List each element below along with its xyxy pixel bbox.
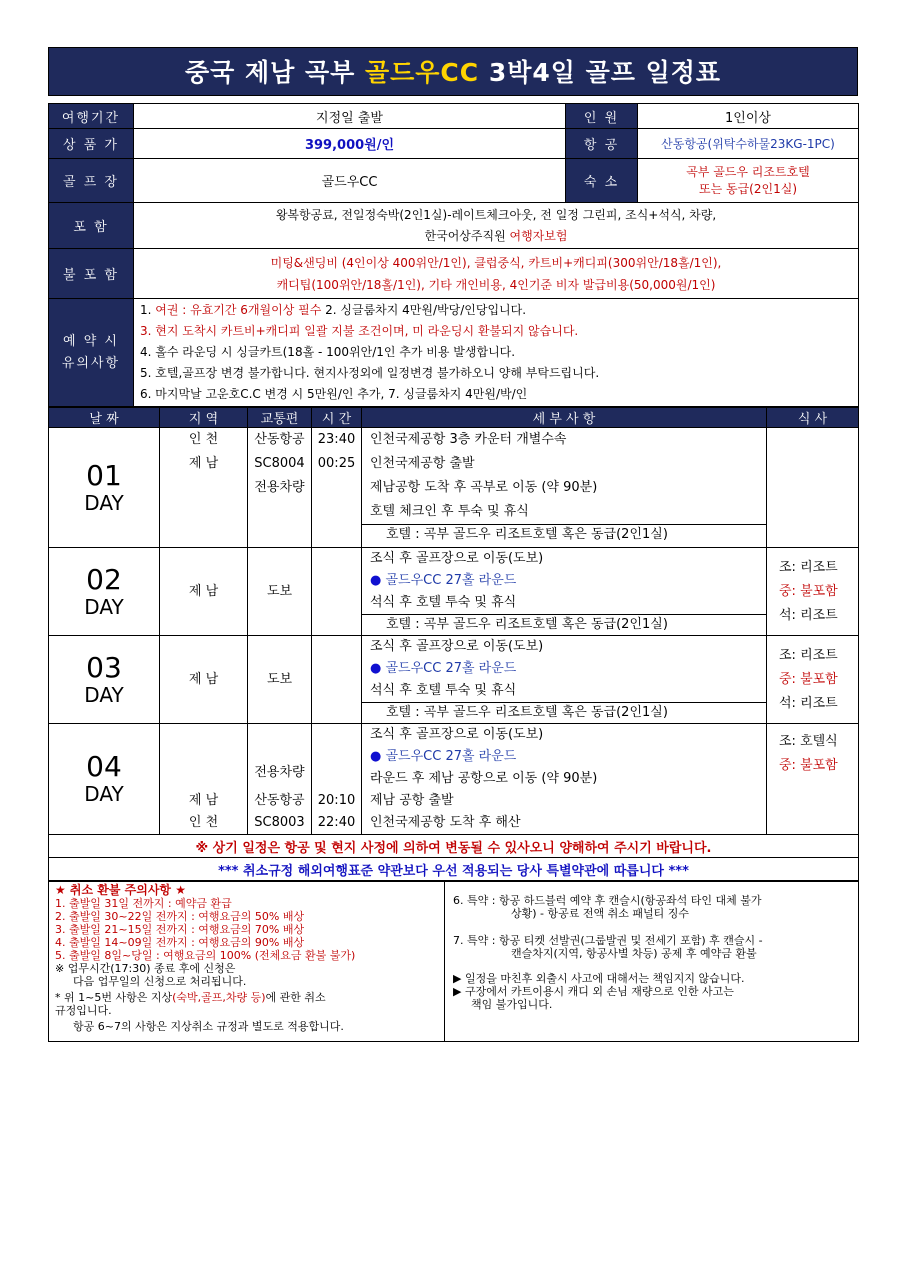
itinerary-document bbox=[48, 47, 858, 1042]
golf-value: 골드우CC bbox=[134, 159, 566, 203]
detail-line: 호텔 체크인 후 투숙 및 휴식 bbox=[370, 504, 529, 519]
region-cell bbox=[160, 428, 248, 548]
day-number: 03 bbox=[86, 650, 122, 684]
time-cell bbox=[312, 724, 362, 835]
price-value: 399,000원/인 bbox=[134, 129, 566, 159]
air-label: 항 공 bbox=[566, 129, 638, 159]
detail-text: 골드우CC 27홀 라운드 bbox=[385, 573, 517, 588]
special-rule-6-line2: 상황) - 항공료 전액 취소 패널티 징수 bbox=[511, 907, 690, 920]
detail-line: 조식 후 골프장으로 이동(도보) bbox=[370, 639, 544, 654]
time-cell bbox=[312, 428, 362, 548]
period-label: 여행기간 bbox=[49, 104, 134, 129]
exclude-line2: 캐디팁(100위안/18홀/1인), 기타 개인비용, 4인기준 비자 발급비용(50,000원/1인) bbox=[276, 277, 716, 292]
time-line: 00:25 bbox=[317, 456, 356, 471]
detail-line-round bbox=[362, 570, 766, 592]
people-label: 인 원 bbox=[566, 104, 638, 129]
special-rule-6-line1: 6. 특약 : 항공 하드블럭 예약 후 캔슬시(항공좌석 타인 대체 불가 bbox=[453, 894, 762, 907]
detail-text: 골드우CC 27홀 라운드 bbox=[385, 749, 517, 764]
meal-dinner: 석: 리조트 bbox=[779, 607, 838, 623]
details-cell bbox=[362, 636, 767, 724]
detail-line: 인천국제공항 도착 후 해산 bbox=[370, 815, 521, 830]
title-prefix: 중국 제남 곡부 bbox=[184, 58, 365, 87]
note-5: 5. 호텔,골프장 변경 불가합니다. 현지사정외에 일정변경 불가하오니 양해 부탁드립니다. bbox=[140, 366, 600, 380]
day-label-4 bbox=[49, 724, 160, 835]
special-rule-7-line2: 캔슬차지(지역, 항공사별 차등) 공제 후 예약금 환불 bbox=[511, 947, 757, 960]
business-hours-line1: ※ 업무시간(17:30) 종료 후에 신청은 bbox=[55, 962, 236, 975]
cancel-rule: 4. 출발일 14~09일 전까지 : 여행요금의 90% 배상 bbox=[55, 936, 305, 949]
period-value: 지정일 출발 bbox=[134, 104, 566, 129]
day-text: DAY bbox=[84, 682, 124, 707]
day-label-2 bbox=[49, 548, 160, 636]
notes-label bbox=[49, 299, 134, 407]
bullet-dot-icon: ● bbox=[370, 749, 382, 764]
header-transport: 교통편 bbox=[248, 408, 312, 428]
transport-line: SC8004 bbox=[254, 456, 305, 471]
include-line2-text: 한국어상주직원 bbox=[424, 228, 510, 243]
detail-line: 인천국제공항 3층 카운터 개별수속 bbox=[370, 432, 567, 447]
include-label: 포 함 bbox=[49, 203, 134, 249]
day-row-3 bbox=[49, 636, 859, 724]
hotel-value-line1: 곡부 골드우 리조트호텔 bbox=[686, 164, 810, 179]
time-line: 23:40 bbox=[317, 432, 356, 447]
detail-line: 제남 공항 출발 bbox=[370, 793, 454, 808]
header-region: 지 역 bbox=[160, 408, 248, 428]
detail-line: 인천국제공항 출발 bbox=[370, 456, 475, 471]
scope-text-end: 에 관한 취소 bbox=[265, 991, 326, 1004]
scope-items: (숙박,골프,차량 등) bbox=[172, 991, 266, 1004]
include-line2 bbox=[134, 226, 858, 247]
notes-list bbox=[134, 299, 859, 407]
cancel-scope-line2: 규정입니다. bbox=[55, 1004, 112, 1017]
include-value bbox=[134, 203, 859, 249]
page-title bbox=[48, 47, 858, 96]
special-rule-7-line1: 7. 특약 : 항공 티켓 선발권(그룹발권 및 전세기 포함) 후 캔슬시 - bbox=[453, 934, 763, 947]
details-cell bbox=[362, 548, 767, 636]
header-time: 시 간 bbox=[312, 408, 362, 428]
meals-cell bbox=[767, 548, 859, 636]
hotel-line: 호텔 : 곡부 골드우 리조트호텔 혹은 동급(2인1실) bbox=[362, 702, 766, 723]
note-4: 4. 홀수 라운딩 시 싱글카트(18홀 - 100위안/1인 추가 비용 발생합니다. bbox=[140, 345, 516, 359]
meals-cell bbox=[767, 636, 859, 724]
meals-cell bbox=[767, 724, 859, 835]
transport-line: 산동항공 bbox=[254, 432, 305, 447]
note-3: 3. 현지 도착시 카트비+캐디피 일괄 지불 조건이며, 미 라운딩시 환불되지 않습니다. bbox=[140, 324, 579, 338]
air-rule-note: 항공 6~7의 사항은 지상취소 규정과 별도로 적용합니다. bbox=[73, 1020, 344, 1033]
region-cell: 제 남 bbox=[160, 548, 248, 636]
day-number: 01 bbox=[86, 458, 122, 492]
details-cell bbox=[362, 428, 767, 548]
note-1 bbox=[134, 300, 858, 321]
include-line1: 왕복항공료, 전일정숙박(2인1실)-레이트체크아웃, 전 일정 그린피, 조식+석식, 차량, bbox=[275, 207, 717, 222]
cancel-policy-notice: *** 취소규정 해외여행표준 약관보다 우선 적용되는 당사 특별약관에 따릅니다 *** bbox=[49, 858, 859, 881]
cancel-title: ★ 취소 환불 주의사항 ★ bbox=[55, 883, 186, 897]
cancel-scope-line1 bbox=[55, 991, 442, 1004]
title-highlight: 골드우CC bbox=[364, 58, 480, 87]
meal-dinner: 석: 리조트 bbox=[779, 695, 838, 711]
exclude-label: 불 포 함 bbox=[49, 249, 134, 299]
note-2: 2. 싱글룸차지 4만원/박당/인당입니다. bbox=[321, 303, 527, 317]
header-meals: 식 사 bbox=[767, 408, 859, 428]
business-hours-line2: 다음 업무일의 신청으로 처리됩니다. bbox=[73, 975, 247, 988]
transport-cell bbox=[248, 428, 312, 548]
day-number: 04 bbox=[86, 750, 122, 783]
day-row-1 bbox=[49, 428, 859, 548]
time-line: 20:10 bbox=[317, 793, 356, 808]
region-line: 인 천 bbox=[188, 432, 219, 447]
region-cell: 제 남 bbox=[160, 636, 248, 724]
meals-cell bbox=[767, 428, 859, 548]
transport-cell: 도보 bbox=[248, 548, 312, 636]
meal-lunch: 중: 불포함 bbox=[779, 758, 838, 773]
schedule-table bbox=[48, 407, 859, 881]
day-text: DAY bbox=[84, 782, 124, 806]
day-row-4 bbox=[49, 724, 859, 835]
cancel-rule: 5. 출발일 8일~당일 : 여행요금의 100% (전체요금 환불 불가) bbox=[55, 949, 356, 962]
transport-line: SC8003 bbox=[254, 815, 305, 830]
air-value: 산동항공(위탁수하물23KG-1PC) bbox=[638, 129, 859, 159]
day-text: DAY bbox=[84, 594, 124, 619]
header-date: 날 짜 bbox=[49, 408, 160, 428]
detail-line: 제남공항 도착 후 곡부로 이동 (약 90분) bbox=[370, 480, 598, 495]
detail-line: 조식 후 골프장으로 이동(도보) bbox=[370, 727, 544, 742]
golf-label: 골 프 장 bbox=[49, 159, 134, 203]
meal-lunch: 중: 불포함 bbox=[779, 671, 838, 687]
detail-line-round bbox=[362, 746, 766, 768]
hotel-value bbox=[638, 159, 859, 203]
day-label-3 bbox=[49, 636, 160, 724]
cancel-rule: 1. 출발일 31일 전까지 : 예약금 환급 bbox=[55, 897, 232, 910]
region-line: 제 남 bbox=[188, 793, 219, 808]
region-line: 인 천 bbox=[188, 815, 219, 830]
safety-note-3: 책임 불가입니다. bbox=[471, 998, 553, 1011]
hotel-line: 호텔 : 곡부 골드우 리조트호텔 혹은 동급(2인1실) bbox=[362, 524, 766, 545]
cancel-rule: 3. 출발일 21~15일 전까지 : 여행요금의 70% 배상 bbox=[55, 923, 305, 936]
note-6: 6. 마지막날 고운호C.C 변경 시 5만원/인 추가, 7. 싱글룸차지 4만원/박/인 bbox=[140, 387, 528, 401]
cancel-left bbox=[49, 882, 445, 1042]
cancel-table bbox=[48, 881, 859, 1042]
cancel-right bbox=[445, 882, 859, 1042]
bullet-dot-icon: ● bbox=[370, 573, 382, 588]
details-cell bbox=[362, 724, 767, 835]
time-cell bbox=[312, 548, 362, 636]
meal-breakfast: 조: 리조트 bbox=[779, 647, 838, 663]
note-1-passport: 여권 : 유효기간 6개월이상 필수 bbox=[155, 303, 322, 317]
meal-breakfast: 조: 호텔식 bbox=[779, 734, 838, 749]
include-insurance: 여행자보험 bbox=[509, 228, 568, 243]
transport-line: 전용차량 bbox=[254, 480, 305, 495]
people-value: 1인이상 bbox=[638, 104, 859, 129]
safety-note-1: ▶ 일정을 마친후 외출시 사고에 대해서는 책임지지 않습니다. bbox=[453, 972, 745, 985]
exclude-value bbox=[134, 249, 859, 299]
time-line: 22:40 bbox=[317, 815, 356, 830]
detail-line: 조식 후 골프장으로 이동(도보) bbox=[370, 551, 544, 566]
region-line: 제 남 bbox=[188, 456, 219, 471]
hotel-value-line2: 또는 동급(2인1실) bbox=[699, 181, 797, 196]
region-cell bbox=[160, 724, 248, 835]
cancel-rule: 2. 출발일 30~22일 전까지 : 여행요금의 50% 배상 bbox=[55, 910, 305, 923]
notes-label-line2: 유의사항 bbox=[61, 355, 121, 371]
detail-line: 석식 후 호텔 투숙 및 휴식 bbox=[370, 683, 517, 698]
detail-line: 라운드 후 제남 공항으로 이동 (약 90분) bbox=[370, 771, 598, 786]
time-cell bbox=[312, 636, 362, 724]
exclude-line1: 미팅&샌딩비 (4인이상 400위안/1인), 클럽중식, 카트비+캐디피(300위안/18홀/1인), bbox=[270, 255, 722, 270]
notes-label-line1: 예 약 시 bbox=[63, 333, 119, 349]
safety-note-2: ▶ 구장에서 카트이용시 캐디 외 손님 재량으로 인한 사고는 bbox=[453, 985, 734, 998]
transport-line: 전용차량 bbox=[254, 765, 305, 780]
meal-lunch: 중: 불포함 bbox=[779, 583, 838, 599]
day-number: 02 bbox=[86, 562, 122, 596]
day-text: DAY bbox=[84, 490, 124, 515]
day-label-1 bbox=[49, 428, 160, 548]
bullet-dot-icon: ● bbox=[370, 661, 382, 676]
header-details: 세 부 사 항 bbox=[362, 408, 767, 428]
scope-text: * 위 1~5번 사항은 지상 bbox=[55, 991, 173, 1004]
day-row-2 bbox=[49, 548, 859, 636]
title-suffix: 3박4일 골프 일정표 bbox=[479, 58, 722, 87]
hotel-label: 숙 소 bbox=[566, 159, 638, 203]
transport-cell bbox=[248, 724, 312, 835]
detail-line-round bbox=[362, 658, 766, 680]
meal-breakfast: 조: 리조트 bbox=[779, 559, 838, 575]
transport-line: 산동항공 bbox=[254, 793, 305, 808]
note-1-num: 1. bbox=[140, 303, 156, 317]
info-table bbox=[48, 103, 859, 407]
price-label: 상 품 가 bbox=[49, 129, 134, 159]
detail-line: 석식 후 호텔 투숙 및 휴식 bbox=[370, 595, 517, 610]
transport-cell: 도보 bbox=[248, 636, 312, 724]
detail-text: 골드우CC 27홀 라운드 bbox=[385, 661, 517, 676]
hotel-line: 호텔 : 곡부 골드우 리조트호텔 혹은 동급(2인1실) bbox=[362, 614, 766, 635]
schedule-notice: ※ 상기 일정은 항공 및 현지 사정에 의하여 변동될 수 있사오니 양해하여 주시기 바랍니다. bbox=[49, 835, 859, 858]
